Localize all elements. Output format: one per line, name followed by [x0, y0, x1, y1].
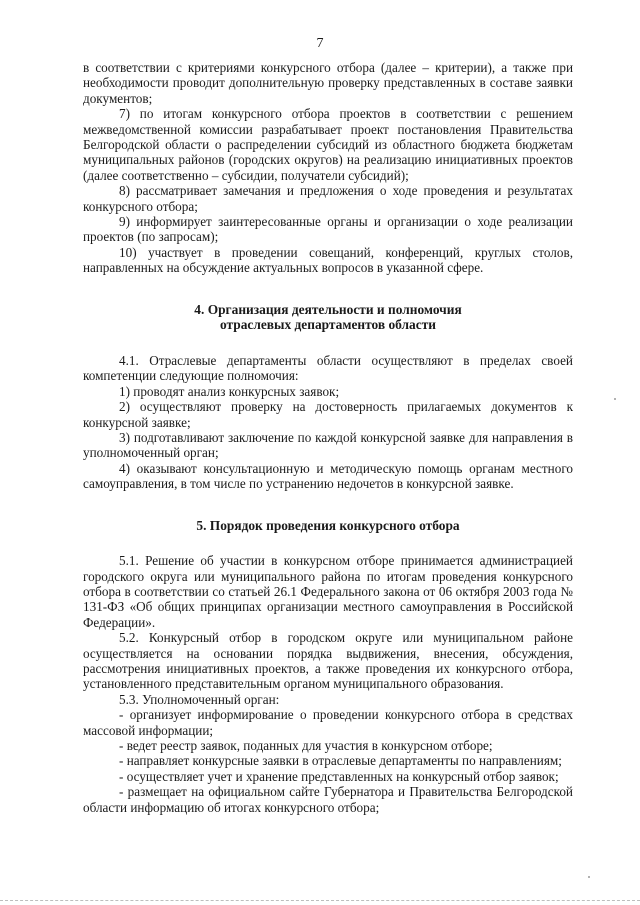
list-item: - организует информирование о проведении конкурсного отбора в средствах массовой информации; — [83, 707, 573, 738]
list-item: 7) по итогам конкурсного отбора проектов в соответствии с решением межведомственной комиссии разрабатывает проект постановления Правительства Белгородской области о распределении субсидий из областного бюджета бюджетам муниципальных районов (городских округов) на реализацию инициативных проектов (далее соответственно – субсидии, получатели субсидий); — [83, 106, 573, 183]
section-heading-4 — [83, 302, 573, 333]
list-item: - ведет реестр заявок, поданных для участия в конкурсном отборе; — [119, 738, 493, 753]
section-heading-line: 4. Организация деятельности и полномочия — [194, 301, 462, 317]
list-item: - осуществляет учет и хранение представленных на конкурсный отбор заявок; — [119, 768, 559, 784]
list-item: - размещает на официальном сайте Губернатора и Правительства Белгородской области информацию об итогах конкурсного отбора; — [83, 784, 573, 815]
list-item: - направляет конкурсные заявки в отраслевые департаменты по направлениям; — [119, 753, 562, 769]
section-heading-5: 5. Порядок проведения конкурсного отбора — [196, 517, 460, 533]
paragraph: 5.3. Уполномоченный орган: — [119, 691, 280, 707]
paragraph: 5.1. Решение об участии в конкурсном отборе принимается администрацией городского округа или муниципального района по итогам проведения конкурсного отбора в соответствии со статьей 26.1 Федерального закона от 06 октября 2003 года № 131-ФЗ «Об общих принципах организации местного самоуправления в Российской Федерации». — [83, 553, 573, 630]
list-item: 2) осуществляют проверку на достоверность прилагаемых документов к конкурсной заявке; — [83, 399, 573, 430]
page-number: 7 — [316, 36, 324, 51]
list-item: 10) участвует в проведении совещаний, конференций, круглых столов, направленных на обсуждение актуальных вопросов в указанной сфере. — [83, 244, 573, 276]
paragraph: 4.1. Отраслевые департаменты области осуществляют в пределах своей компетенции следующие полномочия: — [83, 352, 573, 384]
scan-speck — [614, 398, 616, 400]
list-item: 3) подготавливают заключение по каждой конкурсной заявке для направления в уполномоченный орган; — [83, 429, 573, 461]
list-item: 1) проводят анализ конкурсных заявок; — [119, 383, 340, 399]
section-heading-line: отраслевых департаментов области — [220, 317, 436, 333]
scan-speck — [588, 876, 590, 878]
list-item: 4) оказывают консультационную и методическую помощь органам местного самоуправления, в том числе по устранению недочетов в конкурсной заявке. — [83, 460, 573, 492]
paragraph: 5.2. Конкурсный отбор в городском округе или муниципальном районе осуществляется на основании порядка выдвижения, внесения, обсуждения, рассмотрения инициативных проектов, а также проведения их конкурсного отбора, установленного представительным органом муниципального образования. — [83, 630, 573, 692]
list-item: 8) рассматривает замечания и предложения о ходе проведения и результатах конкурсного отбора; — [83, 183, 573, 214]
list-item: 9) информирует заинтересованные органы и организации о ходе реализации проектов (по запросам); — [83, 214, 573, 245]
paragraph: в соответствии с критериями конкурсного отбора (далее – критерии), а также при необходимости проводит дополнительную проверку представленных в составе заявки документов; — [83, 60, 573, 106]
scan-edge-rule — [0, 900, 640, 902]
document-body — [83, 60, 573, 815]
